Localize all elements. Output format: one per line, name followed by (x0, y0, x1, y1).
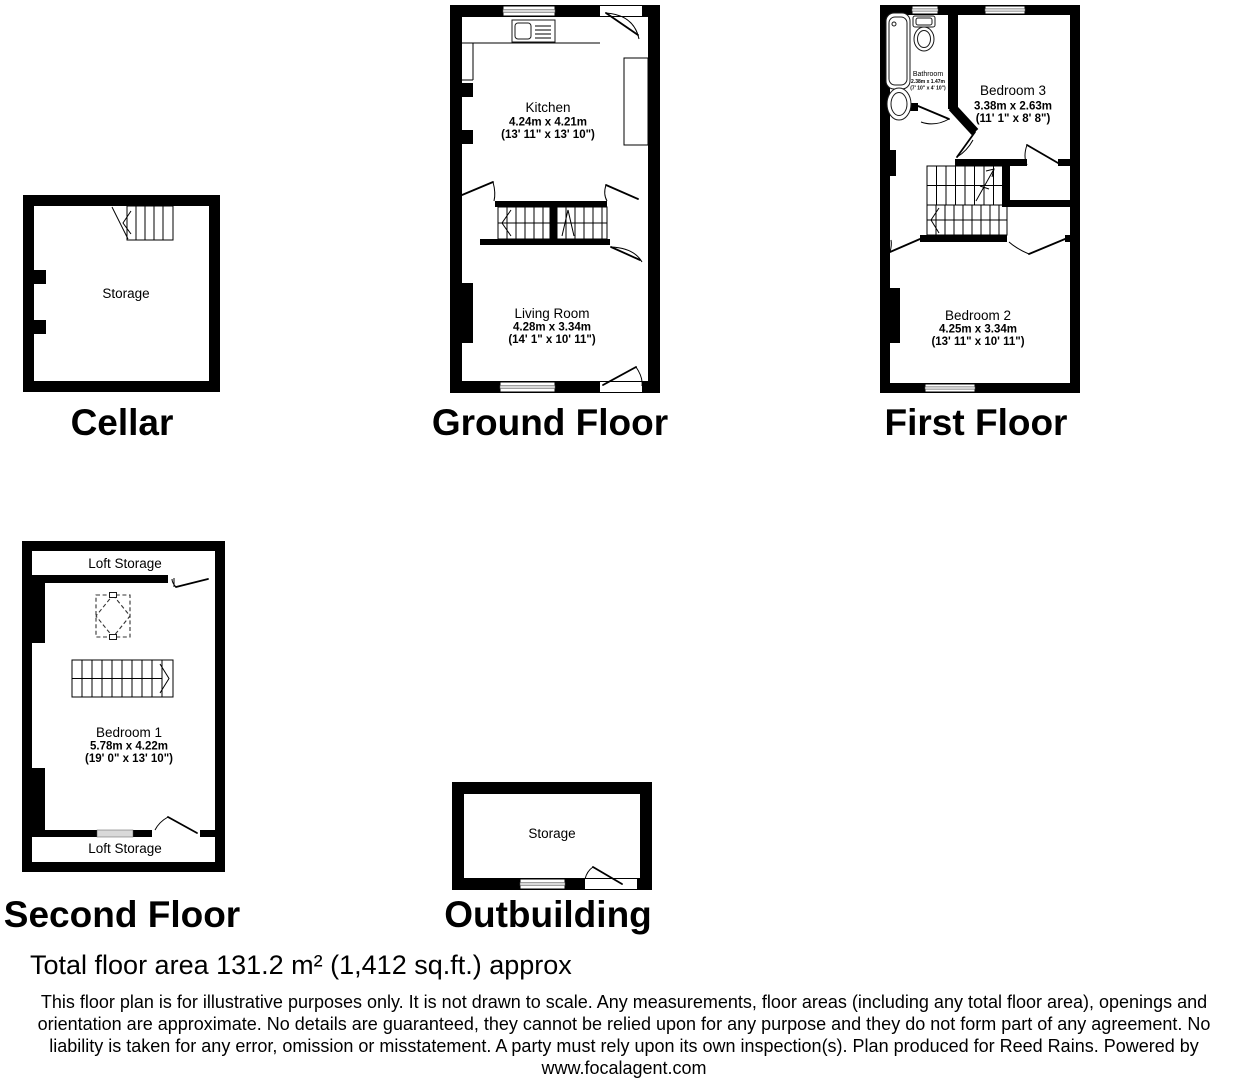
loft-storage-top-label: Loft Storage (88, 556, 162, 571)
bedroom3-imperial: (11' 1" x 8' 8") (975, 113, 1051, 125)
first-floor-title: First Floor (884, 402, 1068, 443)
kitchen-sink-icon (512, 20, 555, 42)
kitchen-name: Kitchen (525, 100, 571, 115)
basin-icon (887, 88, 911, 120)
bedroom2-imperial: (13' 11" x 10' 11") (931, 336, 1025, 348)
disclaimer-line-2: orientation are approximate. No details are guaranteed, they cannot be relied upon for any purpose and they do not form part of any agreement. No (37, 1014, 1211, 1034)
second-floor-title: Second Floor (3, 894, 241, 935)
bedroom1-metric: 5.78m x 4.22m (89, 740, 169, 753)
living-name: Living Room (514, 306, 590, 321)
bedroom2-door-right-icon (1009, 239, 1065, 254)
bedroom3-name: Bedroom 3 (979, 83, 1047, 98)
loft-storage-top-door-icon (172, 578, 208, 587)
cellar-storage-label: Storage (102, 286, 150, 301)
first-floor-floorplan (880, 5, 1080, 393)
kitchen-metric: 4.24m x 4.21m (508, 116, 588, 129)
bedroom3-metric: 3.38m x 2.63m (973, 100, 1053, 113)
bedroom2-metric: 4.25m x 3.34m (938, 323, 1018, 336)
bedroom2-name: Bedroom 2 (944, 308, 1012, 323)
skylight-icon (96, 593, 130, 640)
disclaimer-website: www.focalagent.com (541, 1058, 707, 1078)
bedroom1-name: Bedroom 1 (95, 725, 163, 740)
kitchen-imperial: (13' 11" x 13' 10") (501, 129, 595, 141)
kitchen-label (501, 100, 595, 141)
disclaimer-line-3: liability is taken for any error, omission or misstatement. A party must rely upon its own inspection(s). Plan produced for Reed Rains. Powered by (49, 1036, 1199, 1056)
outbuilding-door-opening (585, 879, 637, 889)
ground-floor-floorplan (450, 5, 660, 393)
bedroom2-door-left-icon (890, 239, 920, 252)
second-floor-floorplan (22, 541, 225, 872)
bedroom3-door-icon (1025, 145, 1058, 165)
first-stairs-icon (927, 166, 1007, 235)
living-metric: 4.28m x 3.34m (512, 321, 592, 334)
living-imperial: (14' 1" x 10' 11") (508, 334, 596, 346)
loft-opening-lintel (97, 830, 133, 837)
total-floor-area: Total floor area 131.2 m² (1,412 sq.ft.) approx (30, 950, 572, 980)
bedroom3-window-icon (985, 6, 1025, 14)
bathroom-door-icon (918, 106, 949, 124)
bathroom-imperial: (7' 10" x 4' 10") (910, 85, 946, 92)
living-room-window-icon (500, 382, 555, 392)
living-room-label (508, 306, 596, 346)
bedroom3-label (974, 83, 1052, 125)
second-stairs-icon (72, 660, 173, 697)
disclaimer (0, 991, 1248, 1079)
outbuilding-title: Outbuilding (444, 894, 652, 935)
outbuilding-window-icon (520, 879, 565, 889)
bedroom3-corner-door-icon (957, 132, 975, 157)
loft-storage-bottom-door-icon (155, 817, 197, 833)
living-room-door-icon (611, 247, 642, 262)
cellar-floorplan (23, 195, 220, 392)
bedroom1-imperial: (19' 0" x 13' 10") (85, 753, 173, 765)
kitchen-window-icon (503, 6, 555, 16)
stairs-landing-door-icon (605, 185, 638, 201)
second-walls (22, 541, 225, 872)
disclaimer-line-1: This floor plan is for illustrative purposes only. It is not drawn to scale. Any measurements, floor areas (including any total floor area), openings and (40, 992, 1208, 1012)
outbuilding-storage-label: Storage (528, 826, 576, 841)
toilet-icon (913, 16, 935, 51)
bathroom-window-icon (912, 6, 938, 14)
bedroom1-label (85, 725, 173, 765)
kitchen-door-opening (600, 6, 642, 16)
bathtub-icon (886, 13, 910, 89)
loft-storage-bottom-label: Loft Storage (88, 841, 162, 856)
ground-floor-title: Ground Floor (431, 402, 669, 443)
bedroom2-window-icon (925, 384, 975, 392)
cellar-stairs-icon (112, 206, 173, 240)
outbuilding-floorplan (452, 782, 652, 890)
bathroom-metric: 2.38m x 1.47m (911, 79, 945, 85)
bathroom-label (910, 71, 946, 92)
kitchen-stairs-door-icon (462, 182, 495, 201)
cellar-title: Cellar (70, 402, 174, 443)
bedroom2-label (931, 308, 1024, 348)
bathroom-name: Bathroom (912, 71, 944, 78)
